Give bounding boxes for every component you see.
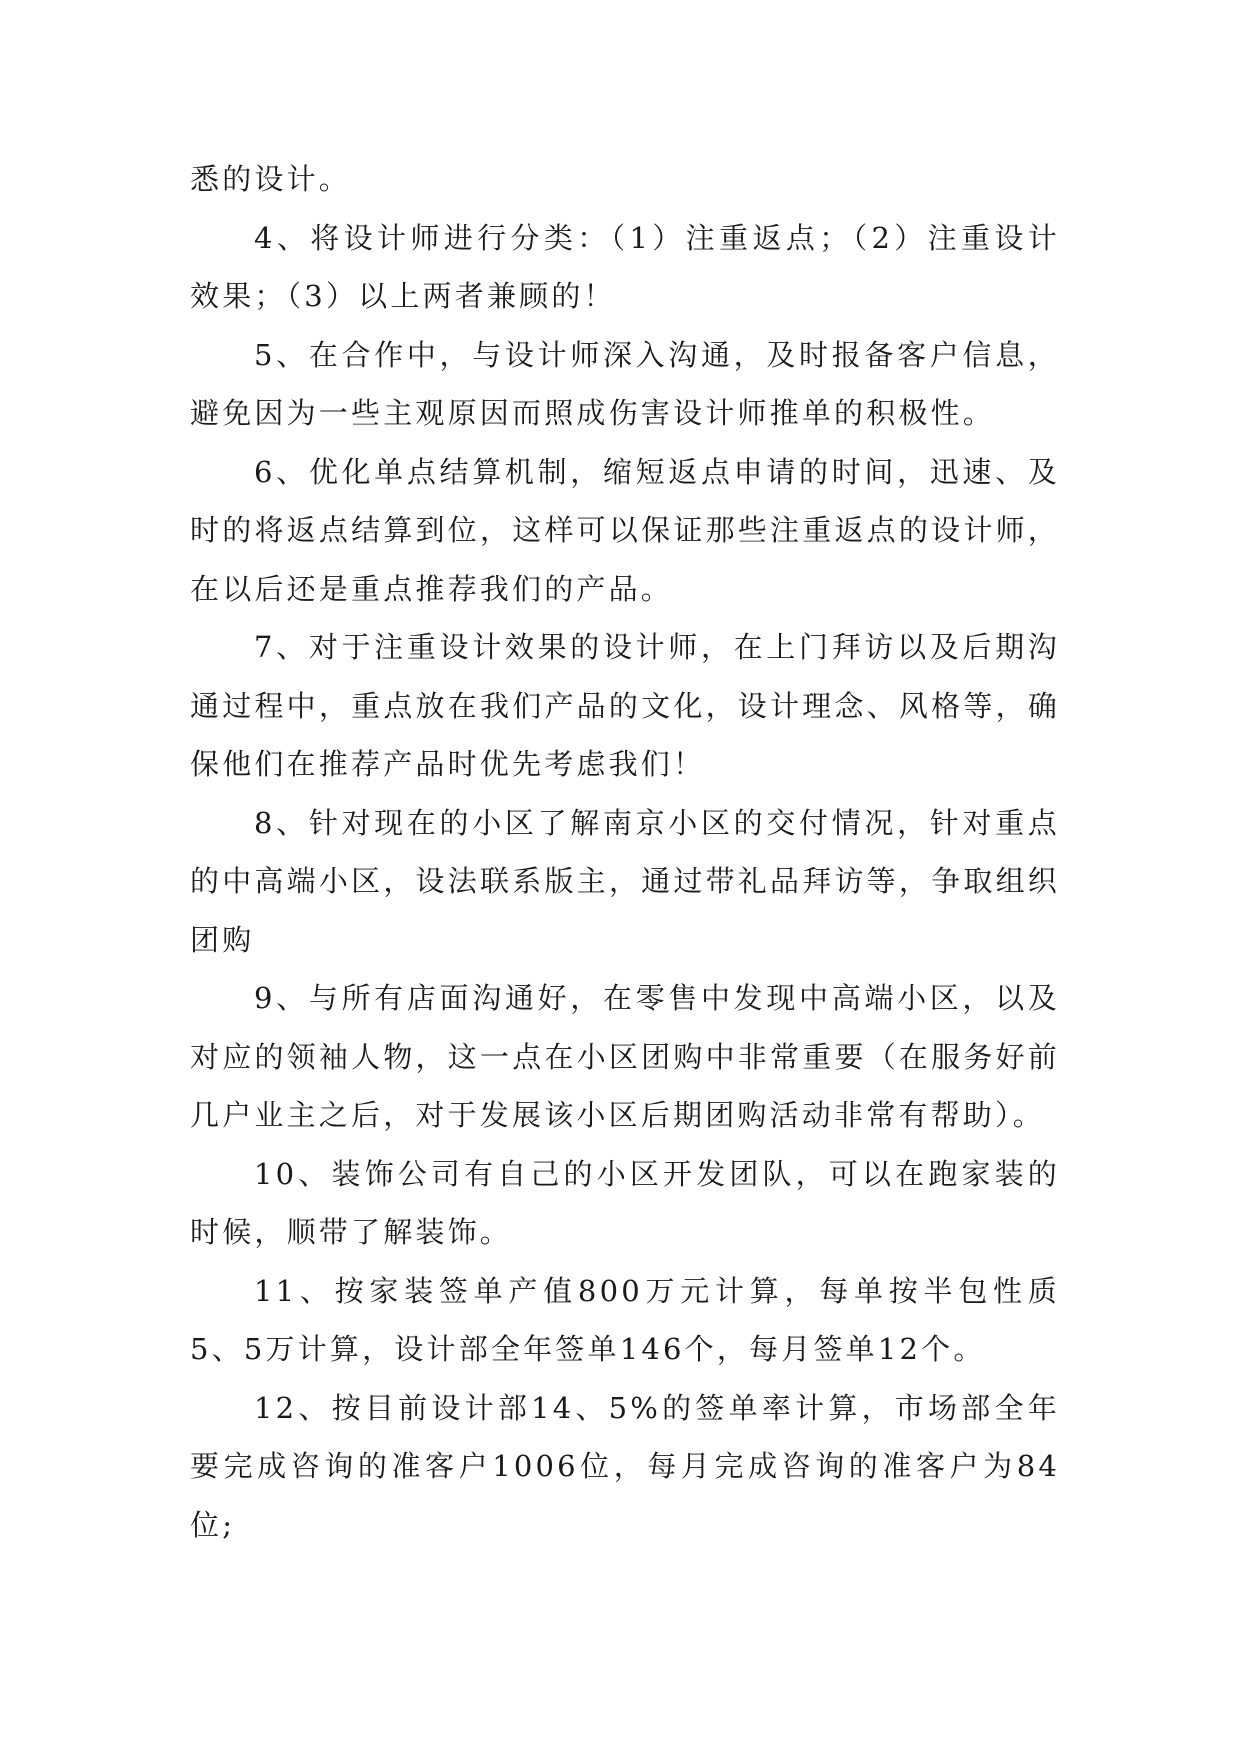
paragraph-item-5: 5、在合作中，与设计师深入沟通，及时报备客户信息，避免因为一些主观原因而照成伤害设计师推单的积极性。 (190, 337, 1060, 430)
document-body (190, 150, 1060, 1554)
paragraph-item-8: 8、针对现在的小区了解南京小区的交付情况，针对重点的中高端小区，设法联系版主，通过带礼品拜访等，争取组织团购 (190, 805, 1060, 957)
paragraph-continuation: 悉的设计。 (190, 162, 352, 196)
paragraph-item-10: 10、装饰公司有自己的小区开发团队，可以在跑家装的时候，顺带了解装饰。 (190, 1156, 1060, 1249)
paragraph-item-4: 4、将设计师进行分类：（1）注重返点；（2）注重设计效果；（3）以上两者兼顾的！ (190, 220, 1060, 313)
paragraph-item-12: 12、按目前设计部14、5%的签单率计算，市场部全年要完成咨询的准客户1006位，每月完成咨询的准客户为84位; (190, 1390, 1060, 1542)
paragraph-item-6: 6、优化单点结算机制，缩短返点申请的时间，迅速、及时的将返点结算到位，这样可以保证那些注重返点的设计师，在以后还是重点推荐我们的产品。 (190, 454, 1060, 606)
paragraph-item-11: 11、按家装签单产值800万元计算，每单按半包性质5、5万计算，设计部全年签单146个，每月签单12个。 (190, 1273, 1060, 1366)
paragraph-item-9: 9、与所有店面沟通好，在零售中发现中高端小区，以及对应的领袖人物，这一点在小区团购中非常重要（在服务好前几户业主之后，对于发展该小区后期团购活动非常有帮助）。 (190, 981, 1060, 1132)
paragraph-item-7: 7、对于注重设计效果的设计师，在上门拜访以及后期沟通过程中，重点放在我们产品的文化，设计理念、风格等，确保他们在推荐产品时优先考虑我们！ (190, 630, 1060, 781)
